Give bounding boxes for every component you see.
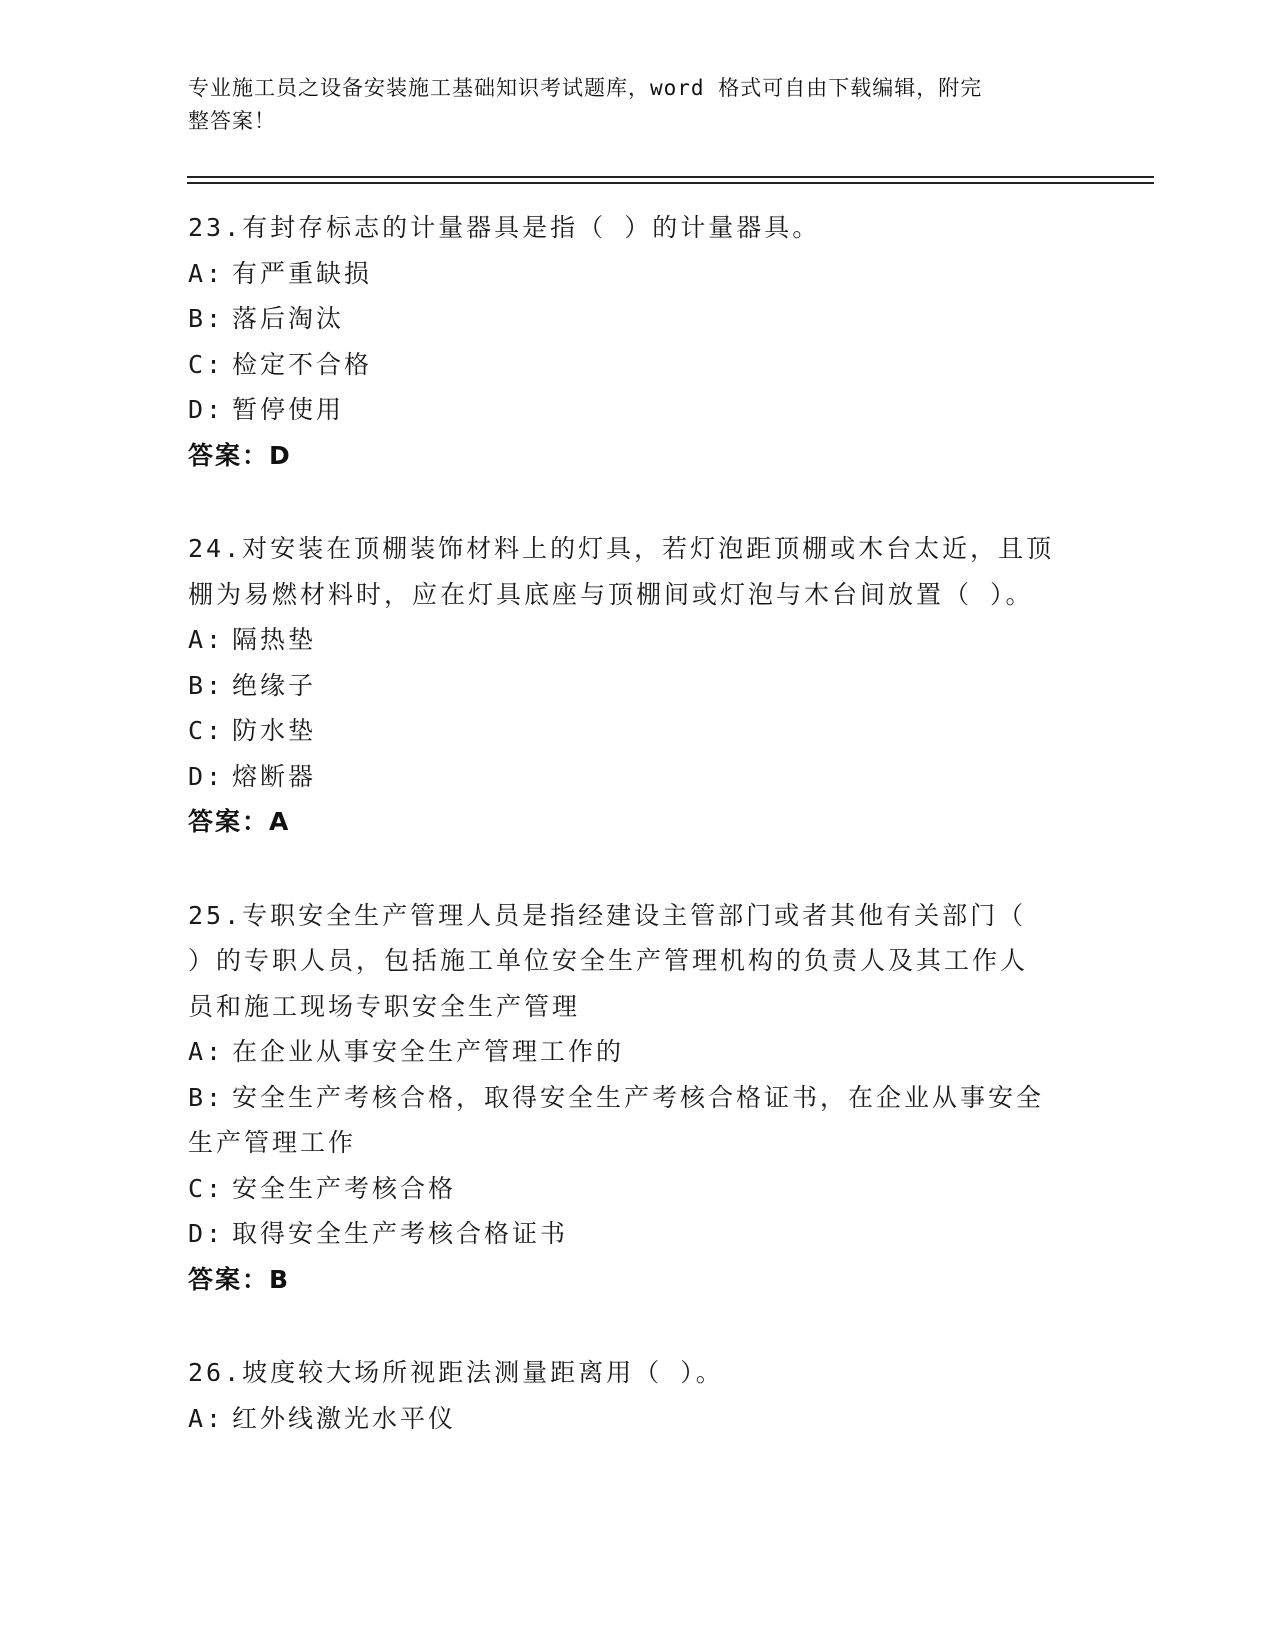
option-letter: A: bbox=[188, 1037, 225, 1066]
header-divider-top bbox=[187, 176, 1154, 178]
option-b bbox=[188, 296, 1088, 342]
question-list bbox=[188, 205, 1088, 1489]
option-text: 安全生产考核合格 bbox=[232, 1173, 457, 1203]
option-letter: C: bbox=[188, 1173, 225, 1203]
option-letter: C: bbox=[188, 349, 225, 379]
answer-label: 答案： bbox=[188, 807, 270, 836]
option-text: 红外线激光水平仪 bbox=[232, 1403, 457, 1433]
answer-label: 答案： bbox=[188, 1264, 270, 1294]
option-text: 在企业从事安全生产管理工作的 bbox=[232, 1037, 625, 1066]
question-text: 23.有封存标志的计量器具是指（ ）的计量器具。 bbox=[188, 213, 821, 242]
option-d bbox=[188, 1211, 1088, 1257]
option-a bbox=[188, 1029, 1088, 1075]
option-b bbox=[188, 663, 1088, 709]
question-23 bbox=[188, 205, 1088, 478]
option-text: 安全生产考核合格，取得安全生产考核合格证书，在企业从事安全 bbox=[232, 1082, 1045, 1112]
option-text: 隔热垫 bbox=[232, 625, 317, 654]
answer-line bbox=[188, 1257, 1088, 1303]
question-text: 25.专职安全生产管理人员是指经建设主管部门或者其他有关部门（ bbox=[188, 900, 1027, 930]
header-line-1: 专业施工员之设备安装施工基础知识考试题库，word 格式可自由下载编辑，附完 bbox=[188, 76, 983, 100]
answer-value: B bbox=[269, 1264, 291, 1294]
option-text: 熔断器 bbox=[232, 761, 317, 791]
option-text: 检定不合格 bbox=[232, 349, 373, 379]
option-c bbox=[188, 342, 1088, 388]
header-divider-bottom bbox=[187, 182, 1154, 184]
option-text: 落后淘汰 bbox=[232, 304, 345, 333]
option-letter: B: bbox=[188, 304, 225, 333]
option-letter: C: bbox=[188, 716, 225, 745]
answer-line bbox=[188, 433, 1088, 479]
option-d bbox=[188, 387, 1088, 433]
answer-value: D bbox=[269, 440, 292, 470]
option-letter: B: bbox=[188, 1082, 225, 1112]
option-a bbox=[188, 617, 1088, 663]
option-a bbox=[188, 1396, 1088, 1442]
question-text: 员和施工现场专职安全生产管理 bbox=[188, 991, 581, 1021]
option-text: 有严重缺损 bbox=[232, 258, 373, 288]
option-letter: B: bbox=[188, 670, 225, 700]
question-24 bbox=[188, 526, 1088, 845]
option-b-continued: 生产管理工作 bbox=[188, 1128, 357, 1157]
question-text: ）的专职人员，包括施工单位安全生产管理机构的负责人及其工作人 bbox=[188, 946, 1029, 975]
question-text: 棚为易燃材料时，应在灯具底座与顶棚间或灯泡与木台间放置（ ）。 bbox=[188, 579, 1034, 609]
answer-label: 答案： bbox=[188, 440, 270, 470]
question-26 bbox=[188, 1350, 1088, 1441]
option-letter: A: bbox=[188, 625, 225, 654]
option-letter: D: bbox=[188, 1219, 225, 1248]
answer-value: A bbox=[269, 807, 291, 836]
option-text: 暂停使用 bbox=[232, 395, 345, 424]
option-letter: D: bbox=[188, 761, 225, 791]
option-letter: D: bbox=[188, 395, 225, 424]
option-letter: A: bbox=[188, 258, 225, 288]
header-line-2: 整答案！ bbox=[188, 109, 276, 133]
document-header bbox=[188, 72, 1088, 138]
option-a bbox=[188, 251, 1088, 297]
option-text: 防水垫 bbox=[232, 716, 317, 745]
option-d bbox=[188, 754, 1088, 800]
option-letter: A: bbox=[188, 1403, 225, 1433]
option-text: 绝缘子 bbox=[232, 670, 317, 700]
question-25 bbox=[188, 893, 1088, 1303]
answer-line bbox=[188, 799, 1088, 845]
question-text: 26.坡度较大场所视距法测量距离用（ ）。 bbox=[188, 1358, 724, 1387]
question-text: 24.对安装在顶棚装饰材料上的灯具，若灯泡距顶棚或木台太近，且顶 bbox=[188, 534, 1055, 563]
option-text: 取得安全生产考核合格证书 bbox=[232, 1219, 569, 1248]
option-c bbox=[188, 708, 1088, 754]
option-b bbox=[188, 1075, 1088, 1121]
option-c bbox=[188, 1166, 1088, 1212]
